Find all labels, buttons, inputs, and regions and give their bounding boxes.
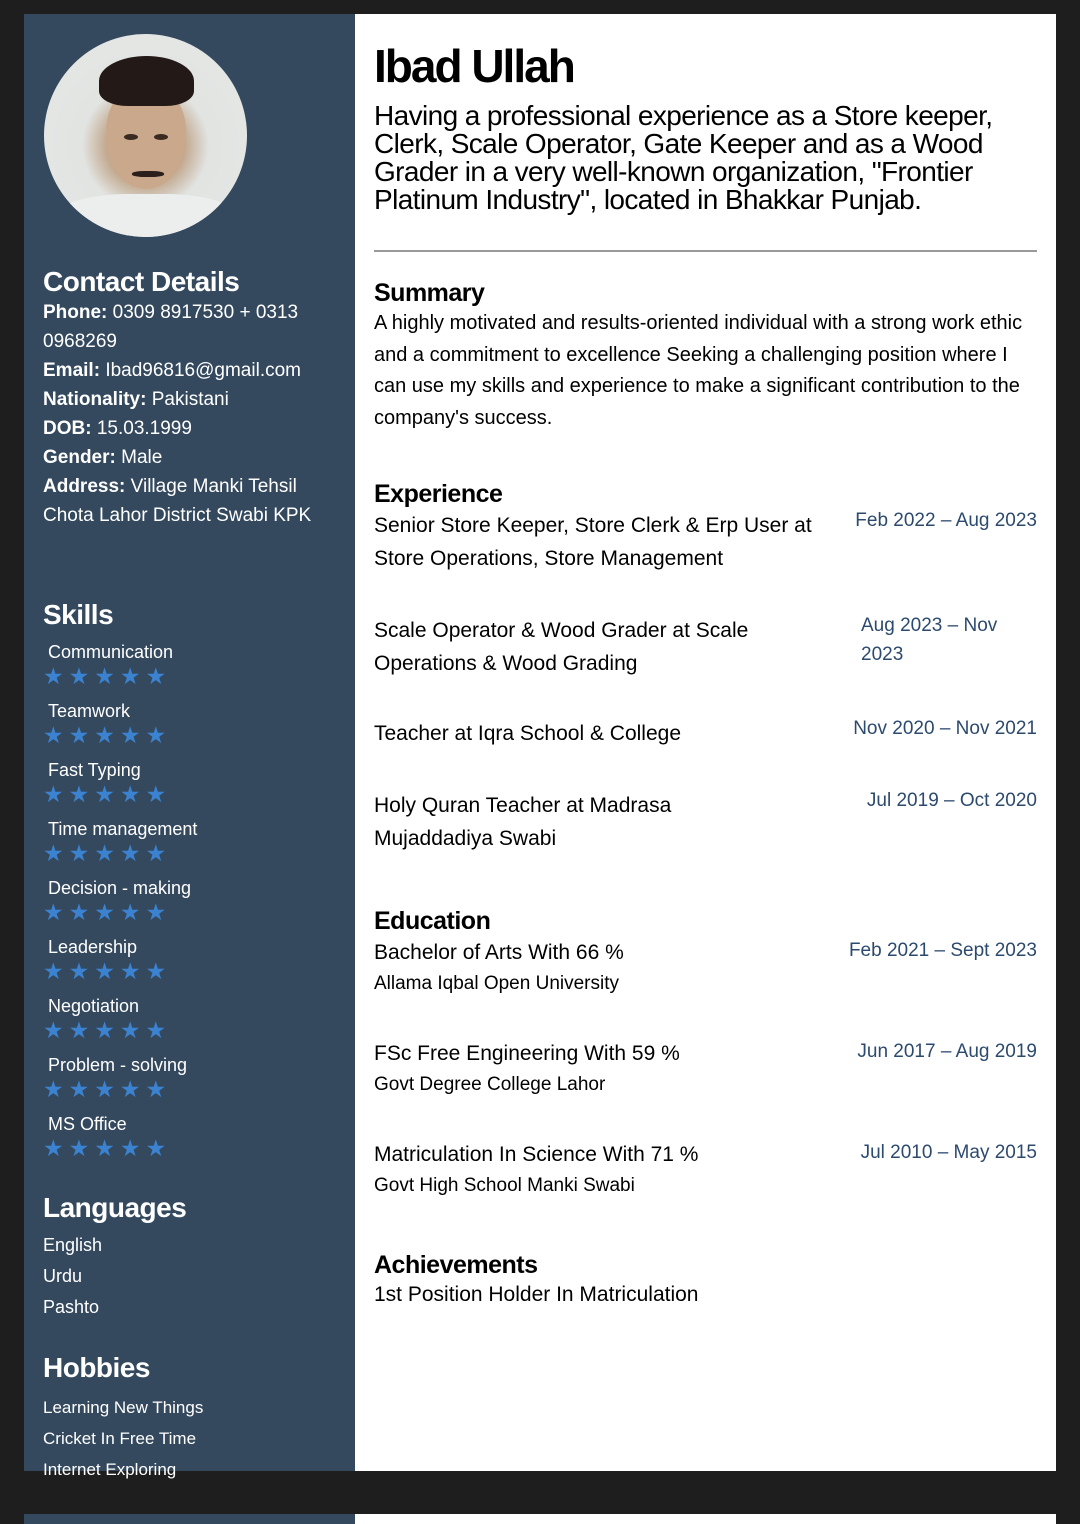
achievement-item: 1st Position Holder In Matriculation (374, 1283, 699, 1306)
gender-value: Male (121, 447, 163, 468)
degree-title: FSc Free Engineering With 59 % (374, 1042, 680, 1065)
contact-details (43, 266, 343, 530)
hobby-item: Internet Exploring (43, 1460, 177, 1479)
skill-item (43, 818, 343, 877)
contact-gender (43, 443, 343, 472)
email-label: Email: (43, 360, 101, 381)
star-rating-icon: ★★★★★ (43, 663, 172, 689)
contact-nationality (43, 385, 343, 414)
skill-item (43, 995, 343, 1054)
contact-heading: Contact Details (43, 266, 240, 297)
dob-label: DOB: (43, 418, 92, 439)
star-rating-icon: ★★★★★ (43, 1135, 172, 1161)
skill-item (43, 700, 343, 759)
phone-value: 0309 8917530 + 0313 0968269 (43, 302, 299, 352)
contact-dob (43, 414, 343, 443)
star-rating-icon: ★★★★★ (43, 722, 172, 748)
main-content (355, 14, 1056, 1471)
experience-item (374, 717, 1037, 789)
language-item: English (43, 1235, 103, 1255)
summary-section (374, 278, 1037, 434)
nationality-value: Pakistani (151, 389, 229, 410)
nationality-label: Nationality: (43, 389, 147, 410)
job-title: Teacher at Iqra School & College (374, 722, 682, 745)
headline: Having a professional experience as a Store keeper, Clerk, Scale Operator, Gate Keeper and as a Wood Grader in a very well-known organization, "Frontier Platinum Industry", located in Bhakkar Punjab. (374, 100, 993, 215)
job-date: Nov 2020 – Nov 2021 (853, 718, 1037, 739)
skill-item (43, 877, 343, 936)
job-title: Scale Operator & Wood Grader at Scale Operations & Wood Grading (374, 619, 749, 675)
star-rating-icon: ★★★★★ (43, 781, 172, 807)
star-rating-icon: ★★★★★ (43, 958, 172, 984)
education-item (374, 1138, 1037, 1200)
education-item (374, 1037, 1037, 1138)
languages-heading: Languages (43, 1192, 187, 1223)
skill-name: Fast Typing (48, 760, 141, 780)
experience-heading: Experience (374, 480, 503, 508)
skill-name: Communication (48, 642, 174, 662)
hobbies-heading: Hobbies (43, 1352, 150, 1383)
address-label: Address: (43, 476, 126, 497)
star-rating-icon: ★★★★★ (43, 899, 172, 925)
job-date: Jul 2019 – Oct 2020 (866, 790, 1037, 811)
job-date: Feb 2022 – Aug 2023 (855, 510, 1037, 531)
hobby-item: Cricket In Free Time (43, 1429, 197, 1448)
skill-name: Problem - solving (48, 1055, 188, 1075)
gender-label: Gender: (43, 447, 116, 468)
address-value: Village Manki Tehsil Chota Lahor District Swabi KPK (43, 476, 312, 526)
hobby-item: Learning New Things (43, 1398, 204, 1417)
degree-title: Matriculation In Science With 71 % (374, 1143, 699, 1166)
education-item (374, 936, 1037, 1037)
experience-section (374, 479, 1037, 855)
experience-item (374, 509, 1037, 614)
school-name: Govt High School Manki Swabi (374, 1175, 635, 1196)
resume-page (24, 14, 1056, 1479)
education-date: Jun 2017 – Aug 2019 (857, 1041, 1037, 1062)
dob-value: 15.03.1999 (96, 418, 192, 439)
skill-name: Time management (48, 819, 198, 839)
achievements-heading: Achievements (374, 1251, 538, 1279)
education-heading: Education (374, 907, 491, 935)
skill-item (43, 1054, 343, 1113)
hobbies-section (43, 1352, 343, 1485)
contact-address (43, 472, 343, 530)
school-name: Govt Degree College Lahor (374, 1074, 606, 1095)
degree-title: Bachelor of Arts With 66 % (374, 941, 624, 964)
languages-section (43, 1192, 343, 1323)
contact-email (43, 356, 343, 385)
email-value: Ibad96816@gmail.com (105, 360, 301, 381)
phone-label: Phone: (43, 302, 108, 323)
summary-heading: Summary (374, 279, 485, 307)
education-section (374, 906, 1037, 1200)
star-rating-icon: ★★★★★ (43, 1017, 172, 1043)
skill-name: Leadership (48, 937, 138, 957)
skill-name: Negotiation (48, 996, 140, 1016)
candidate-name: Ibad Ullah (374, 40, 574, 92)
skill-item (43, 1113, 343, 1172)
sidebar (24, 14, 355, 1479)
skill-item (43, 641, 343, 700)
achievements-section (374, 1250, 1037, 1310)
skill-item (43, 936, 343, 995)
skill-item (43, 759, 343, 818)
avatar (44, 34, 247, 237)
header-divider (374, 250, 1037, 252)
star-rating-icon: ★★★★★ (43, 840, 172, 866)
star-rating-icon: ★★★★★ (43, 1076, 172, 1102)
school-name: Allama Iqbal Open University (374, 973, 619, 994)
job-title: Holy Quran Teacher at Madrasa Mujaddadiya Swabi (374, 794, 672, 850)
contact-phone (43, 298, 343, 356)
skill-name: MS Office (48, 1114, 127, 1134)
skills-section (43, 599, 343, 1172)
job-date: Aug 2023 – Nov 2023 (861, 615, 998, 665)
summary-text: A highly motivated and results-oriented individual with a strong work ethic and a commitment to excellence Seeking a challenging position where I can use my skills and experience to make a significant contribution to the company's success. (374, 312, 1023, 429)
skill-name: Decision - making (48, 878, 192, 898)
skills-heading: Skills (43, 599, 114, 630)
skill-name: Teamwork (48, 701, 131, 721)
education-date: Feb 2021 – Sept 2023 (848, 940, 1037, 961)
language-item: Pashto (43, 1297, 100, 1317)
experience-item (374, 789, 1037, 855)
job-title: Senior Store Keeper, Store Clerk & Erp User at Store Operations, Store Management (374, 514, 812, 570)
language-item: Urdu (43, 1266, 83, 1286)
experience-item (374, 614, 1037, 717)
education-date: Jul 2010 – May 2015 (860, 1142, 1037, 1163)
